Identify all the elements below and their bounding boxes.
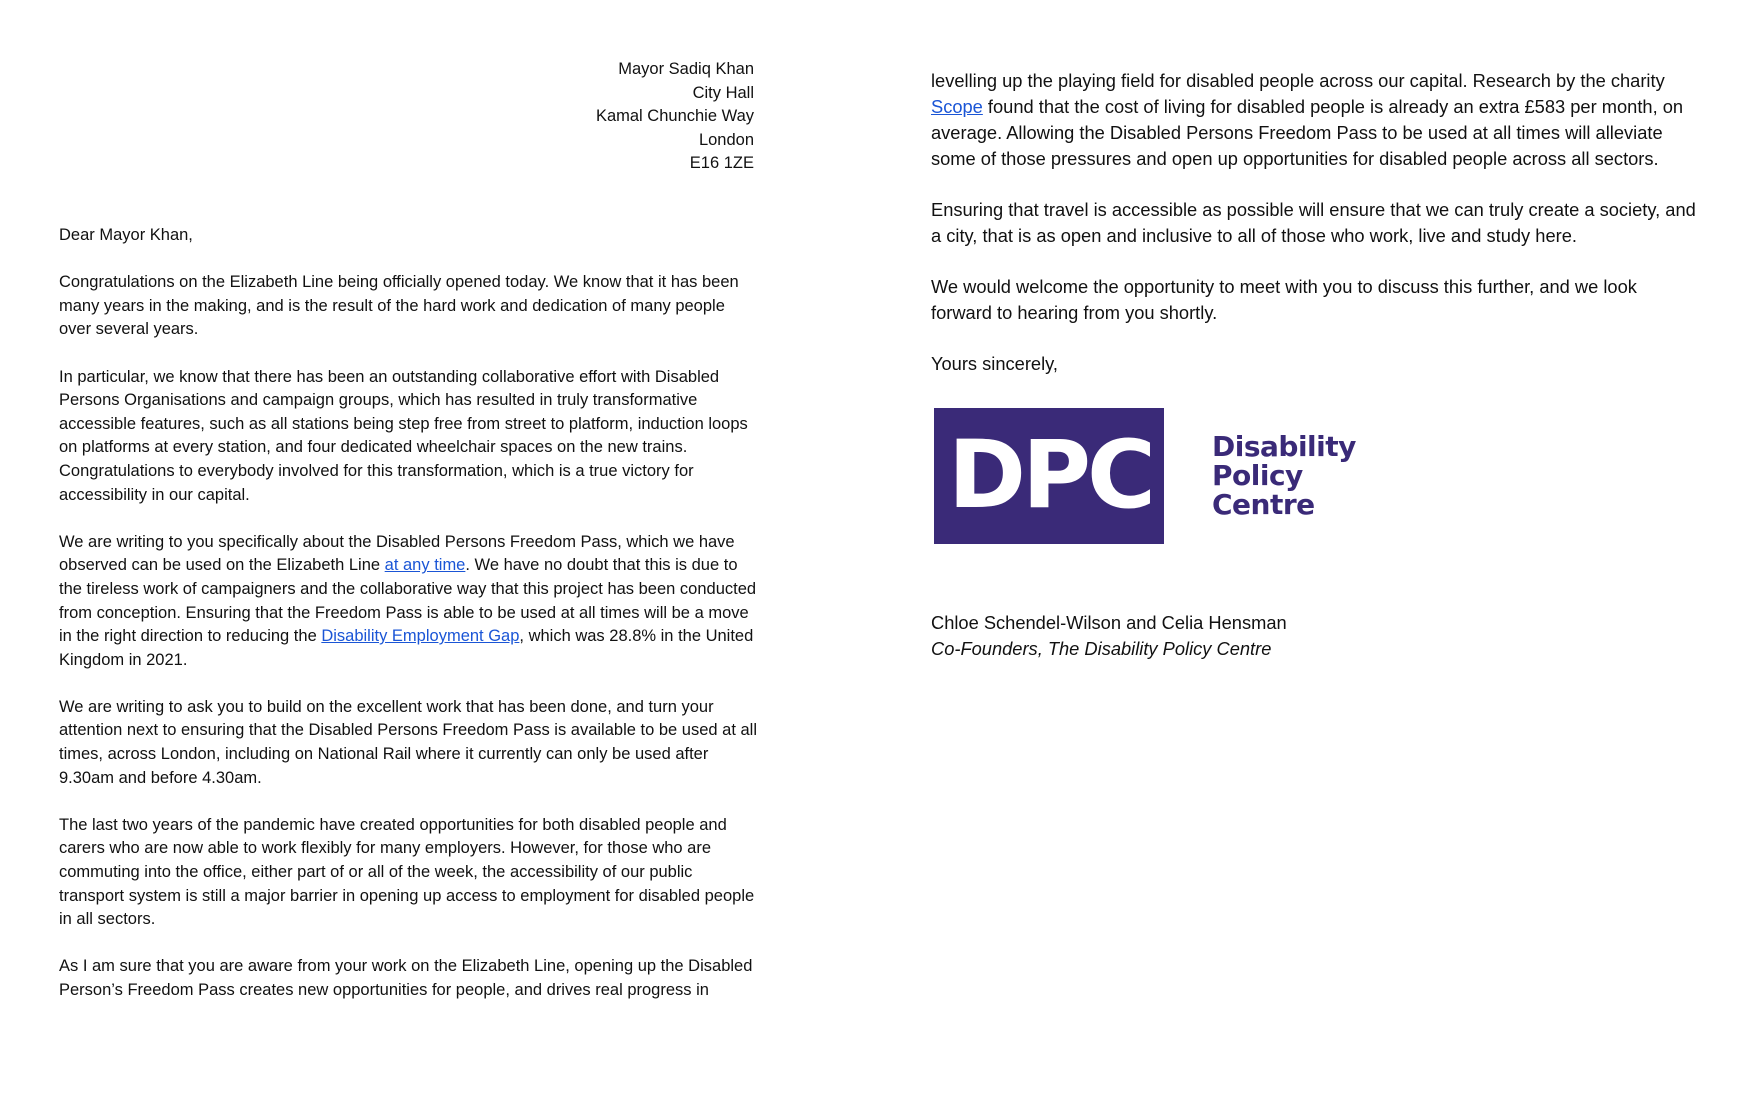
paragraph-levelling-up [931, 68, 1701, 172]
letter-page-left [0, 0, 870, 1098]
letter-body-right [931, 68, 1701, 402]
paragraph-progress: As I am sure that you are aware from your work on the Elizabeth Line, opening up the Disabled Person’s Freedom Pass creates new opportunities for people, and drives real progress in [59, 957, 753, 999]
paragraph-meeting-request: We would welcome the opportunity to meet with you to discuss this further, and we look forward to hearing from you shortly. [931, 276, 1637, 323]
logo-box [934, 408, 1164, 544]
letter-body-left [59, 224, 759, 1003]
paragraph-collaboration: In particular, we know that there has been an outstanding collaborative effort with Disabled Persons Organisations and campaign groups, which has resulted in truly transformative accessible features, such as all stations being step free from street to platform, induction loops on platforms at every station, and four dedicated wheelchair spaces on the new trains. Congratulations to everybody involved for this transformation, which is a true victory for accessibility in our capital. [59, 367, 748, 504]
letter-page-right [870, 0, 1756, 1098]
paragraph-text: We are writing to you specifically about the Disabled Persons Freedom Pass, which we have observed can be used on the Elizabeth Line [59, 532, 735, 575]
signatory-names: Chloe Schendel-Wilson and Celia Hensman [931, 612, 1287, 633]
paragraph-text: levelling up the playing field for disabled people across our capital. Research by the charity [931, 70, 1665, 91]
paragraph-pandemic: The last two years of the pandemic have created opportunities for both disabled people and carers who are now able to work flexibly for many employers. However, for those who are commuting into the office, either part of or all of the week, the accessibility of our public transport system is still a major barrier in opening up access to employment for disabled people in all sectors. [59, 815, 755, 929]
closing: Yours sincerely, [931, 353, 1059, 374]
paragraph-text: , which was 28.8% in the United Kingdom in 2021. [59, 627, 754, 669]
logo-word: Disability [1212, 430, 1356, 463]
paragraph-text: found that the cost of living for disabled people is already an extra £583 per month, on average. Allowing the Disabled Persons Freedom Pass to be used at all times will alleviate some of those pressures and open up opportunities for disabled people across all sectors. [931, 96, 1684, 169]
signature-block [931, 610, 1287, 662]
paragraph-request: We are writing to ask you to build on the excellent work that has been done, and turn your attention next to ensuring that the Disabled Persons Freedom Pass is available to be used at all times, across London, including on National Rail where it currently can only be used after 9.30am and before 4.30am. [59, 697, 757, 787]
address-line: London [698, 130, 754, 149]
dpc-logo [934, 408, 1364, 546]
paragraph-freedom-pass [59, 531, 759, 673]
recipient-address [59, 58, 754, 176]
link-disability-employment-gap[interactable]: Disability Employment Gap [321, 627, 520, 646]
paragraph-text: . We have no doubt that this is due to the tireless work of campaigners and the collaborative way that this project has been conducted from conception. Ensuring that the Freedom Pass is able to be used at all times will be a move in the right direction to reducing the [59, 556, 757, 646]
address-line: City Hall [692, 83, 754, 102]
link-scope[interactable]: Scope [931, 96, 983, 117]
paragraph-congratulations: Congratulations on the Elizabeth Line being officially opened today. We know that it has been many years in the making, and is the result of the hard work and dedication of many people over several years. [59, 273, 739, 339]
address-line: Kamal Chunchie Way [595, 107, 754, 126]
link-at-any-time[interactable]: at any time [384, 556, 466, 575]
address-line: Mayor Sadiq Khan [618, 60, 754, 78]
logo-letters: DPC [948, 421, 1152, 530]
address-line: E16 1ZE [689, 154, 754, 173]
logo-wordmark [1212, 432, 1356, 519]
logo-word: Centre [1212, 488, 1315, 521]
logo-word: Policy [1212, 459, 1303, 492]
salutation: Dear Mayor Khan, [59, 226, 193, 244]
signatory-role: Co-Founders, The Disability Policy Centre [931, 638, 1272, 659]
paragraph-accessible-travel: Ensuring that travel is accessible as possible will ensure that we can truly create a society, and a city, that is as open and inclusive to all of those who work, live and study here. [931, 199, 1696, 246]
